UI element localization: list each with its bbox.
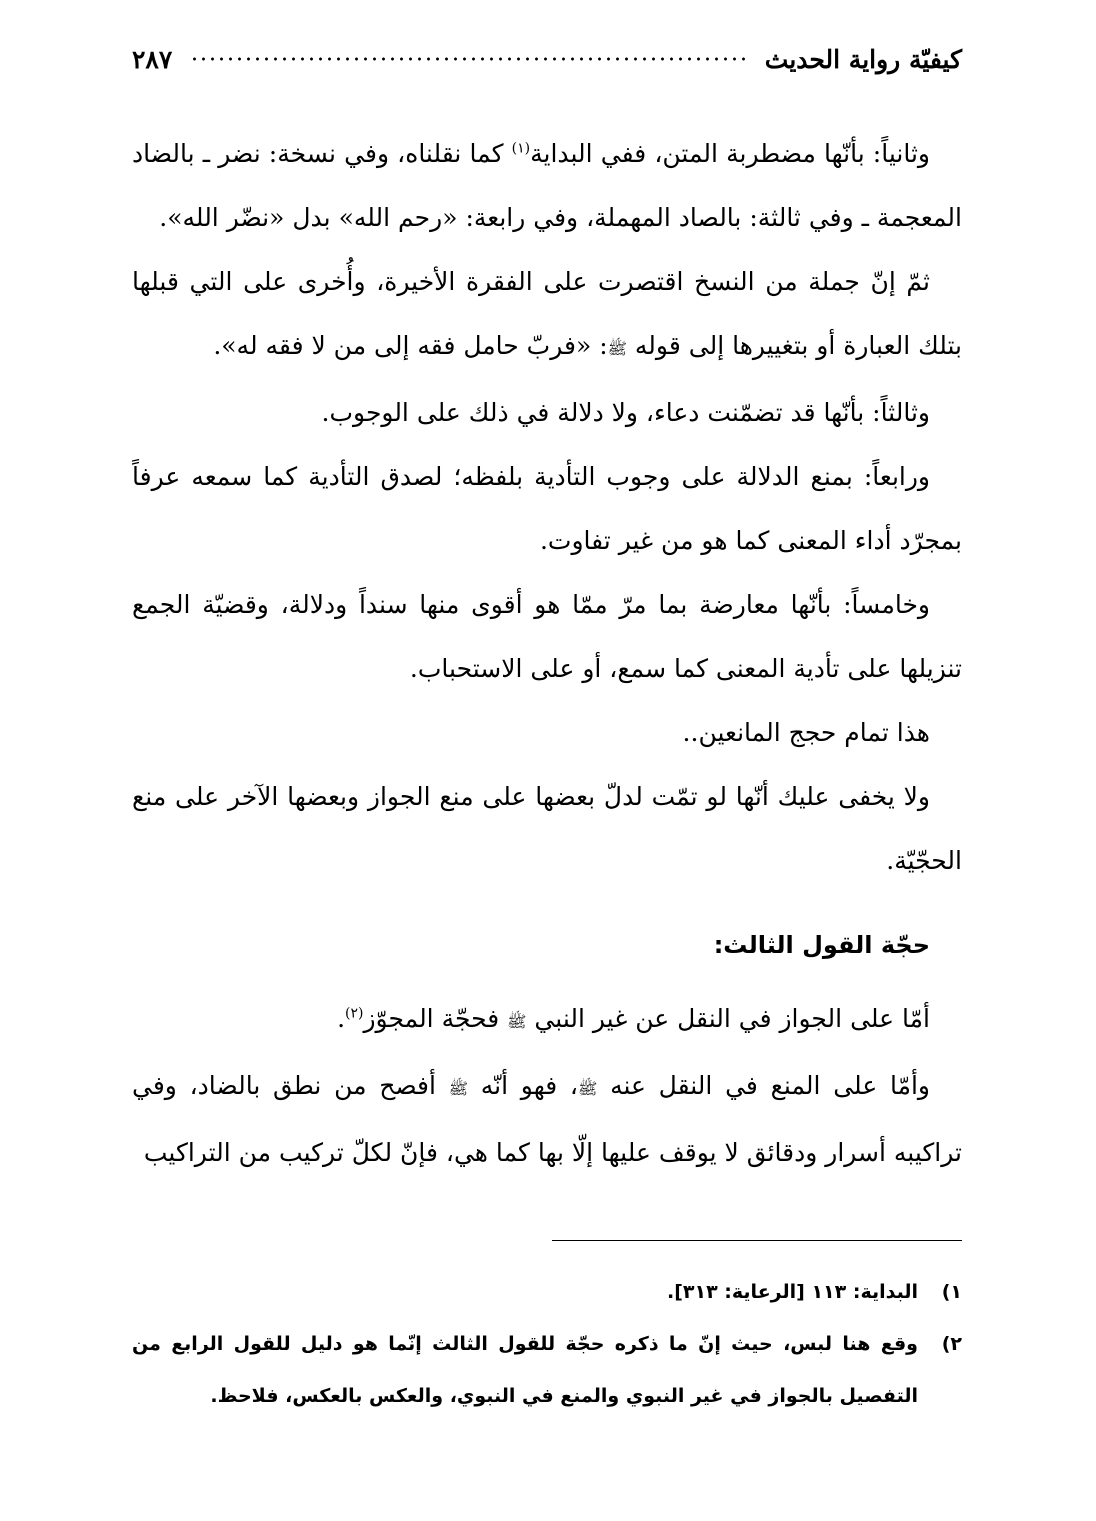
paragraph-text: أمّا على الجواز في النقل عن غير النبي xyxy=(526,1004,930,1033)
paragraph-secondly xyxy=(132,122,962,250)
paragraph-text: ، فهو أنّه xyxy=(468,1071,578,1100)
salutation-glyph: ﷺ xyxy=(448,1079,469,1098)
paragraph-text: وثانياً: بأنّها مضطربة المتن، ففي البداية xyxy=(530,139,930,168)
footnote-number: ١) xyxy=(941,1281,962,1303)
paragraph-permission xyxy=(132,987,962,1054)
paragraph-text: أفصح من نطق بالضاد، وفي تراكيبه أسرار ودقائق لا يوقف عليها إلّا بها كما هي، فإنّ لكلّ تركيب من التراكيب xyxy=(132,1071,962,1167)
paragraph-text: وأمّا على المنع في النقل عنه xyxy=(597,1071,930,1100)
salutation-glyph: ﷺ xyxy=(607,339,627,358)
footnote-number: ٢) xyxy=(941,1333,962,1355)
footnote-ref-2[interactable]: (٢) xyxy=(345,1005,364,1022)
paragraph-text: ثمّ إنّ جملة من النسخ اقتصرت على الفقرة الأخيرة، وأُخرى على التي قبلها بتلك العبارة أو بتغييرها إلى قوله xyxy=(132,267,962,360)
page-header xyxy=(132,34,962,84)
running-title: كيفيّة رواية الحديث xyxy=(764,44,962,74)
salutation-glyph: ﷺ xyxy=(578,1079,598,1098)
section-heading: حجّة القول الثالث: xyxy=(713,931,930,959)
paragraph-fifthly: وخامساً: بأنّها معارضة بما مرّ ممّا هو أقوى منها سنداً ودلالة، وقضيّة الجمع تنزيلها على تأدية المعنى كما سمع، أو على الاستحباب. xyxy=(132,590,962,683)
footnote-ref-1[interactable]: (١) xyxy=(511,140,531,157)
paragraph-end-of-arguments: هذا تمام حجج المانعين.. xyxy=(682,718,930,747)
footnote-divider xyxy=(552,1240,962,1241)
salutation-glyph: ﷺ xyxy=(507,1012,527,1031)
footnote-text: البداية: ١١٣ [الرعاية: ٣١٣]. xyxy=(666,1281,918,1303)
footnote-2 xyxy=(132,1318,962,1422)
paragraph-text: . xyxy=(337,1004,346,1033)
paragraph-conclusion: ولا يخفى عليك أنّها لو تمّت لدلّ بعضها على منع الجواز وبعضها الآخر على منع الحجّيّة. xyxy=(132,782,962,875)
main-text xyxy=(132,122,962,1185)
paragraph-text: : «فربّ حامل فقه إلى من لا فقه له». xyxy=(213,331,608,360)
footnote-text: وقع هنا لبس، حيث إنّ ما ذكره حجّة للقول الثالث إنّما هو دليل للقول الرابع من التفصيل بالجواز في غير النبوي والمنع في النبوي، والعكس بالعكس، فلاحظ. xyxy=(132,1333,918,1407)
paragraph-prohibition xyxy=(132,1054,962,1185)
footnote-1 xyxy=(132,1266,962,1318)
paragraph-text: فحجّة المجوّز xyxy=(363,1004,508,1033)
paragraph-copies xyxy=(132,250,962,381)
paragraph-text: كما نقلناه، وفي نسخة: نضر ـ بالضاد المعجمة ـ وفي ثالثة: بالصاد المهملة، وفي رابعة: «رحم الله» بدل «نضّر الله». xyxy=(132,139,962,232)
paragraph-thirdly: وثالثاً: بأنّها قد تضمّنت دعاء، ولا دلالة في ذلك على الوجوب. xyxy=(321,398,930,427)
leader-dots xyxy=(190,56,746,62)
paragraph-fourthly: ورابعاً: بمنع الدلالة على وجوب التأدية بلفظه؛ لصدق التأدية كما سمعه عرفاً بمجرّد أداء المعنى كما هو من غير تفاوت. xyxy=(132,462,962,555)
page-number: ٢٨٧ xyxy=(132,44,173,74)
footnotes xyxy=(132,1266,962,1422)
